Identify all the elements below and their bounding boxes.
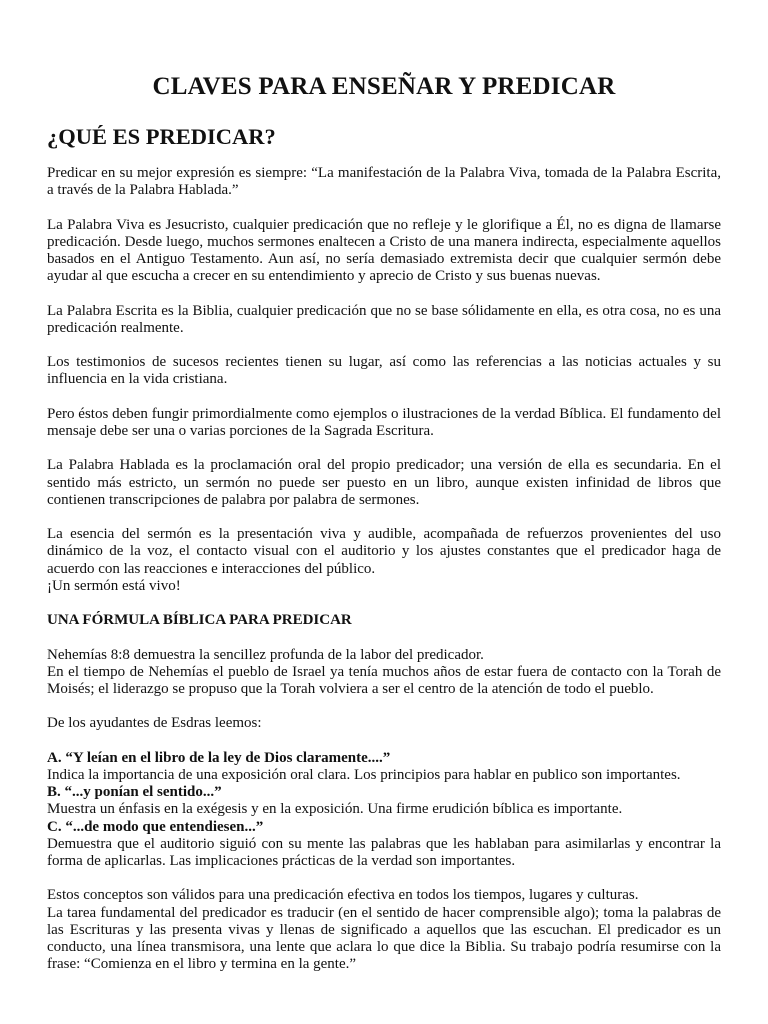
point-b-label: B. “...y ponían el sentido...” <box>47 784 222 801</box>
conceptos-line: Estos conceptos son válidos para una predicación efectiva en todos los tiempos, lugares y culturas. <box>47 887 639 904</box>
sermon-vivo-line: ¡Un sermón está vivo! <box>47 577 181 594</box>
section-heading: ¿QUÉ ES PREDICAR? <box>47 124 276 149</box>
pero-estos-paragraph: Pero éstos deben fungir primordialmente como ejemplos o ilustraciones de la verdad Bíblica. El fundamento del mensaje debe ser una o varias porciones de la Sagrada Escritura. <box>47 405 721 439</box>
palabra-viva-paragraph: La Palabra Viva es Jesucristo, cualquier predicación que no refleje y le glorifique a Él, no es digna de llamarse predicación. Desde luego, muchos sermones enaltecen a Cristo de una manera indirecta, especialmente aquellos basados en el Antiguo Testamento. Aun así, no sería demasiado extremista decir que cualquier sermón debe ayudar al que escucha a crecer en su entendimiento y aprecio de Cristo y sus buenas nuevas. <box>47 216 721 285</box>
point-a-label: A. “Y leían en el libro de la ley de Dios claramente....” <box>47 749 391 766</box>
point-a-text: Indica la importancia de una exposición oral clara. Los principios para hablar en publico son importantes. <box>47 766 681 783</box>
testimonios-paragraph: Los testimonios de sucesos recientes tienen su lugar, así como las referencias a las noticias actuales y su influencia en la vida cristiana. <box>47 354 721 388</box>
intro-paragraph: Predicar en su mejor expresión es siempre: “La manifestación de la Palabra Viva, tomada de la Palabra Escrita, a través de la Palabra Hablada.” <box>47 165 721 199</box>
document-title: CLAVES PARA ENSEÑAR Y PREDICAR <box>152 73 616 100</box>
formula-heading: UNA FÓRMULA BÍBLICA PARA PREDICAR <box>47 612 352 629</box>
palabra-escrita-paragraph: La Palabra Escrita es la Biblia, cualquier predicación que no se base sólidamente en ella, es otra cosa, no es una predicación realmente. <box>47 302 721 336</box>
ayudantes-line: De los ayudantes de Esdras leemos: <box>47 715 262 732</box>
esencia-paragraph: La esencia del sermón es la presentación viva y audible, acompañada de refuerzos provenientes del uso dinámico de la voz, el contacto visual con el auditorio y los ajustes constantes que el predicador haga de acuerdo con las reacciones e interacciones del público. <box>47 526 721 577</box>
tarea-paragraph: La tarea fundamental del predicador es traducir (en el sentido de hacer comprensible algo); toma la palabras de las Escrituras y las presenta vivas y llenas de significado a aquellos que las escuchan. El predicador es un conducto, una línea transmisora, una lente que aclara lo que dice la Biblia. Su trabajo podría resumirse con la frase: “Comienza en el libro y termina en la gente.” <box>47 904 721 973</box>
document-body <box>47 165 721 991</box>
nehemias-paragraph: En el tiempo de Nehemías el pueblo de Israel ya tenía muchos años de estar fuera de contacto con la Torah de Moisés; el liderazgo se propuso que la Torah volviera a ser el centro de la atención de todo el pueblo. <box>47 663 721 697</box>
nehemias-line-1: Nehemías 8:8 demuestra la sencillez profunda de la labor del predicador. <box>47 646 484 663</box>
point-a <box>47 750 721 784</box>
point-c <box>47 819 721 871</box>
point-c-text: Demuestra que el auditorio siguió con su mente las palabras que les hablaban para asimilarlas y encontrar la forma de aplicarlas. Las implicaciones prácticas de la verdad son importantes. <box>47 835 721 869</box>
point-b <box>47 784 721 818</box>
palabra-hablada-paragraph: La Palabra Hablada es la proclamación oral del propio predicador; una versión de ella es secundaria. En el sentido más estricto, un sermón no puede ser puesto en un libro, aunque existen infinidad de libros que contienen transcripciones de palabra por palabra de sermones. <box>47 457 721 508</box>
point-b-text: Muestra un énfasis en la exégesis y en la exposición. Una firme erudición bíblica es importante. <box>47 801 623 818</box>
point-c-label: C. “...de modo que entendiesen...” <box>47 818 264 835</box>
